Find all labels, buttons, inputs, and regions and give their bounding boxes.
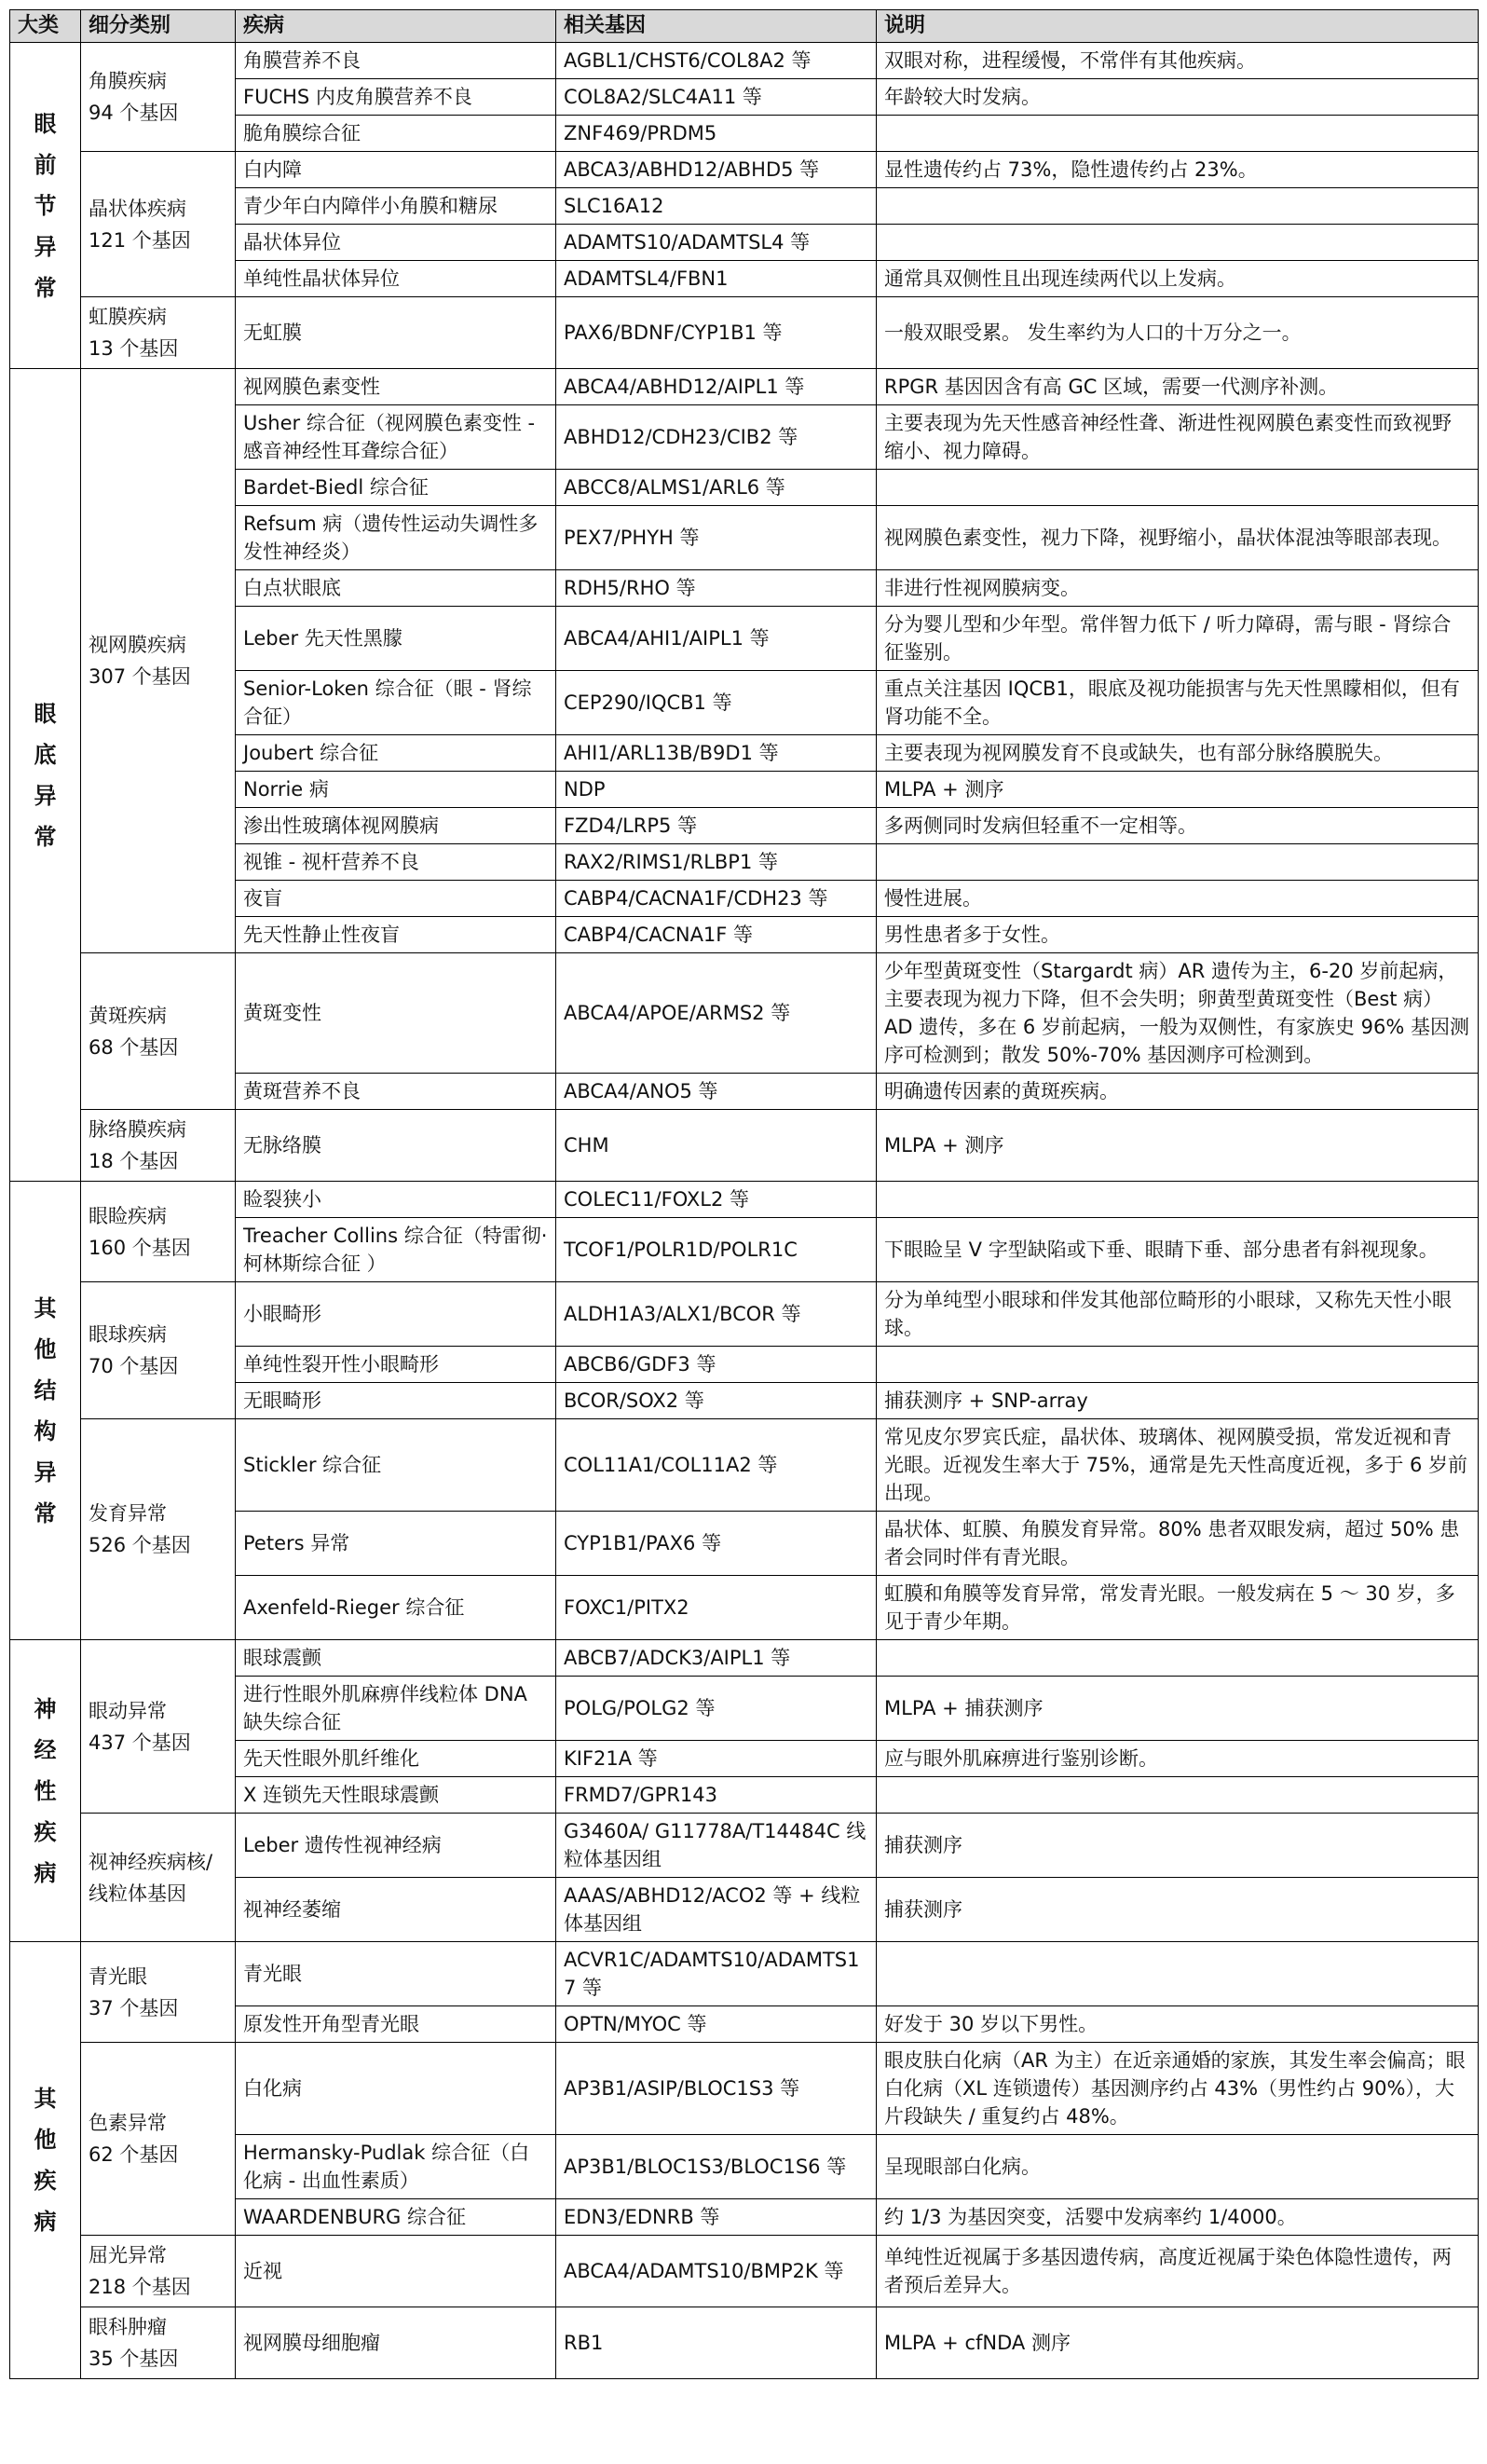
note-cell: 通常具双侧性且出现连续两代以上发病。 [877, 261, 1479, 297]
note-cell: 多两侧同时发病但轻重不一定相等。 [877, 808, 1479, 844]
subcategory-name: 发育异常 [89, 1502, 167, 1525]
disease-cell: Usher 综合征（视网膜色素变性 - 感音神经性耳聋综合征） [236, 405, 556, 470]
note-cell: MLPA + 测序 [877, 1110, 1479, 1182]
note-cell [877, 1347, 1479, 1383]
disease-cell: Leber 先天性黑朦 [236, 607, 556, 671]
disease-cell: 角膜营养不良 [236, 43, 556, 79]
disease-cell: 进行性眼外肌麻痹伴线粒体 DNA 缺失综合征 [236, 1677, 556, 1741]
genes-cell: AP3B1/BLOC1S3/BLOC1S6 等 [556, 2135, 877, 2199]
genes-cell: G3460A/ G11778A/T14484C 线粒体基因组 [556, 1814, 877, 1878]
category-cell [10, 43, 81, 369]
genes-cell: FZD4/LRP5 等 [556, 808, 877, 844]
genes-cell: CHM [556, 1110, 877, 1182]
genes-cell: ACVR1C/ADAMTS10/ADAMTS17 等 [556, 1942, 877, 2006]
genes-cell: ABCA4/ADAMTS10/BMP2K 等 [556, 2236, 877, 2307]
note-cell: 下眼睑呈 V 字型缺陷或下垂、眼睛下垂、部分患者有斜视现象。 [877, 1218, 1479, 1282]
subcategory-gene-count: 307 个基因 [89, 665, 191, 688]
genes-cell: ABCB7/ADCK3/AIPL1 等 [556, 1640, 877, 1677]
subcategory-gene-count: 13 个基因 [89, 337, 179, 360]
note-cell: 少年型黄斑变性（Stargardt 病）AR 遗传为主，6-20 岁前起病，主要表现为视力下降，但不会失明；卵黄型黄斑变性（Best 病）AD 遗传，多在 6 岁前起病，一般为双侧性，有家族史 96% 基因测序可检测到；散发 50%-70% 基因测序可检测到。 [877, 953, 1479, 1074]
table-row [10, 953, 1479, 1074]
note-cell: 年龄较大时发病。 [877, 79, 1479, 116]
note-cell: 双眼对称，进程缓慢，不常伴有其他疾病。 [877, 43, 1479, 79]
genes-cell: NDP [556, 772, 877, 808]
category-cell [10, 1942, 81, 2379]
disease-cell: Stickler 综合征 [236, 1419, 556, 1512]
subcategory-cell [81, 1814, 236, 1942]
table-row [10, 1182, 1479, 1218]
subcategory-gene-count: 94 个基因 [89, 102, 179, 124]
category-label: 眼 前 节 异 常 [34, 110, 57, 301]
genes-cell: FOXC1/PITX2 [556, 1576, 877, 1640]
disease-cell: 白化病 [236, 2043, 556, 2135]
disease-cell: Joubert 综合征 [236, 735, 556, 772]
category-cell [10, 369, 81, 1182]
note-cell: 非进行性视网膜病变。 [877, 570, 1479, 607]
disease-cell: 白点状眼底 [236, 570, 556, 607]
note-cell [877, 1182, 1479, 1218]
subcategory-gene-count: 68 个基因 [89, 1035, 179, 1059]
category-label: 眼 底 异 常 [34, 700, 57, 850]
disease-cell: 单纯性晶状体异位 [236, 261, 556, 297]
disease-cell: Refsum 病（遗传性运动失调性多发性神经炎） [236, 506, 556, 570]
table-row [10, 152, 1479, 188]
note-cell: 捕获测序 [877, 1878, 1479, 1942]
category-cell [10, 1182, 81, 1640]
disease-cell: 视锥 - 视杆营养不良 [236, 844, 556, 881]
genes-cell: AHI1/ARL13B/B9D1 等 [556, 735, 877, 772]
genes-cell: AAAS/ABHD12/ACO2 等 + 线粒体基因组 [556, 1878, 877, 1942]
header-subcategory: 细分类别 [81, 10, 236, 43]
subcategory-gene-count: 18 个基因 [89, 1150, 179, 1172]
subcategory-cell [81, 1942, 236, 2043]
category-label: 其 他 疾 病 [34, 2086, 57, 2235]
genes-cell: RB1 [556, 2307, 877, 2379]
subcategory-gene-count: 526 个基因 [89, 1534, 191, 1556]
disease-cell: Leber 遗传性视神经病 [236, 1814, 556, 1878]
genes-cell: EDN3/EDNRB 等 [556, 2199, 877, 2236]
genes-cell: ZNF469/PRDM5 [556, 116, 877, 152]
note-cell: MLPA + cfNDA 测序 [877, 2307, 1479, 2379]
table-row [10, 369, 1479, 405]
subcategory-cell [81, 2043, 236, 2236]
genes-cell: FRMD7/GPR143 [556, 1777, 877, 1814]
genes-cell: PEX7/PHYH 等 [556, 506, 877, 570]
category-cell [10, 1640, 81, 1942]
subcategory-gene-count: 70 个基因 [89, 1355, 179, 1377]
disease-cell: 先天性静止性夜盲 [236, 917, 556, 953]
genes-cell: ABCA4/APOE/ARMS2 等 [556, 953, 877, 1074]
subcategory-cell [81, 369, 236, 953]
note-cell: 视网膜色素变性，视力下降，视野缩小，晶状体混浊等眼部表现。 [877, 506, 1479, 570]
genes-cell: COLEC11/FOXL2 等 [556, 1182, 877, 1218]
subcategory-cell [81, 953, 236, 1110]
table-row [10, 1640, 1479, 1677]
subcategory-name: 眼睑疾病 [89, 1204, 167, 1227]
disease-cell: 视神经萎缩 [236, 1878, 556, 1942]
note-cell: 好发于 30 岁以下男性。 [877, 2006, 1479, 2043]
subcategory-name: 青光眼 [89, 1964, 147, 1988]
genes-cell: ABCB6/GDF3 等 [556, 1347, 877, 1383]
disease-cell: 无眼畸形 [236, 1383, 556, 1419]
category-label: 其 他 结 构 异 常 [34, 1294, 57, 1526]
disease-cell: 先天性眼外肌纤维化 [236, 1741, 556, 1777]
subcategory-name: 眼动异常 [89, 1699, 167, 1722]
genes-cell: ABCA4/ANO5 等 [556, 1074, 877, 1110]
subcategory-cell [81, 1282, 236, 1419]
subcategory-gene-count: 37 个基因 [89, 1996, 179, 2019]
disease-cell: Bardet-Biedl 综合征 [236, 470, 556, 506]
subcategory-name: 晶状体疾病 [89, 197, 186, 220]
genes-cell: POLG/POLG2 等 [556, 1677, 877, 1741]
subcategory-name: 屈光异常 [89, 2244, 167, 2266]
table-row [10, 1419, 1479, 1512]
disease-cell: 渗出性玻璃体视网膜病 [236, 808, 556, 844]
subcategory-gene-count: 218 个基因 [89, 2276, 191, 2298]
genes-cell: ADAMTSL4/FBN1 [556, 261, 877, 297]
note-cell: RPGR 基因因含有高 GC 区域，需要一代测序补测。 [877, 369, 1479, 405]
header-row [10, 10, 1479, 43]
disease-cell: Treacher Collins 综合征（特雷彻·柯林斯综合征 ） [236, 1218, 556, 1282]
note-cell [877, 225, 1479, 261]
note-cell [877, 188, 1479, 225]
disease-cell: 脆角膜综合征 [236, 116, 556, 152]
note-cell: 应与眼外肌麻痹进行鉴别诊断。 [877, 1741, 1479, 1777]
note-cell: 晶状体、虹膜、角膜发育异常。80% 患者双眼发病，超过 50% 患者会同时伴有青光眼。 [877, 1512, 1479, 1576]
gene-disease-table [9, 9, 1479, 2379]
table-row [10, 43, 1479, 79]
disease-cell: 黄斑变性 [236, 953, 556, 1074]
genes-cell: SLC16A12 [556, 188, 877, 225]
disease-cell: 近视 [236, 2236, 556, 2307]
disease-cell: Peters 异常 [236, 1512, 556, 1576]
disease-cell: WAARDENBURG 综合征 [236, 2199, 556, 2236]
disease-cell: Norrie 病 [236, 772, 556, 808]
subcategory-cell [81, 1110, 236, 1182]
genes-cell: ABCC8/ALMS1/ARL6 等 [556, 470, 877, 506]
genes-cell: ADAMTS10/ADAMTSL4 等 [556, 225, 877, 261]
note-cell: 眼皮肤白化病（AR 为主）在近亲通婚的家族，其发生率会偏高；眼白化病（XL 连锁遗传）基因测序约占 43%（男性约占 90%），大片段缺失 / 重复约占 48%。 [877, 2043, 1479, 2135]
subcategory-cell [81, 1419, 236, 1640]
genes-cell: CEP290/IQCB1 等 [556, 671, 877, 735]
genes-cell: ABHD12/CDH23/CIB2 等 [556, 405, 877, 470]
gene-disease-table-container [9, 9, 1478, 2379]
note-cell [877, 1777, 1479, 1814]
table-row [10, 1110, 1479, 1182]
note-cell: MLPA + 测序 [877, 772, 1479, 808]
header-disease: 疾病 [236, 10, 556, 43]
note-cell: 分为单纯型小眼球和伴发其他部位畸形的小眼球，又称先天性小眼球。 [877, 1282, 1479, 1347]
note-cell: 捕获测序 [877, 1814, 1479, 1878]
header-note: 说明 [877, 10, 1479, 43]
disease-cell: 小眼畸形 [236, 1282, 556, 1347]
genes-cell: CABP4/CACNA1F 等 [556, 917, 877, 953]
note-cell [877, 844, 1479, 881]
header-genes: 相关基因 [556, 10, 877, 43]
subcategory-gene-count: 437 个基因 [89, 1731, 191, 1754]
disease-cell: 眼球震颤 [236, 1640, 556, 1677]
genes-cell: CABP4/CACNA1F/CDH23 等 [556, 881, 877, 917]
subcategory-cell [81, 152, 236, 297]
genes-cell: AP3B1/ASIP/BLOC1S3 等 [556, 2043, 877, 2135]
subcategory-gene-count: 121 个基因 [89, 228, 191, 252]
note-cell: 分为婴儿型和少年型。常伴智力低下 / 听力障碍，需与眼 - 肾综合征鉴别。 [877, 607, 1479, 671]
header-category: 大类 [10, 10, 81, 43]
disease-cell: 晶状体异位 [236, 225, 556, 261]
disease-cell: 夜盲 [236, 881, 556, 917]
disease-cell: FUCHS 内皮角膜营养不良 [236, 79, 556, 116]
genes-cell: PAX6/BDNF/CYP1B1 等 [556, 297, 877, 369]
disease-cell: 黄斑营养不良 [236, 1074, 556, 1110]
note-cell: 单纯性近视属于多基因遗传病，高度近视属于染色体隐性遗传，两者预后差异大。 [877, 2236, 1479, 2307]
disease-cell: 青少年白内障伴小角膜和糖尿 [236, 188, 556, 225]
note-cell: MLPA + 捕获测序 [877, 1677, 1479, 1741]
note-cell: 明确遗传因素的黄斑疾病。 [877, 1074, 1479, 1110]
table-row [10, 297, 1479, 369]
genes-cell: ABCA4/ABHD12/AIPL1 等 [556, 369, 877, 405]
genes-cell: CYP1B1/PAX6 等 [556, 1512, 877, 1576]
note-cell: 约 1/3 为基因突变，活婴中发病率约 1/4000。 [877, 2199, 1479, 2236]
table-row [10, 2236, 1479, 2307]
note-cell: 常见皮尔罗宾氏症，晶状体、玻璃体、视网膜受损，常发近视和青光眼。近视发生率大于 75%，通常是先天性高度近视，多于 6 岁前出现。 [877, 1419, 1479, 1512]
disease-cell: 视网膜色素变性 [236, 369, 556, 405]
genes-cell: RAX2/RIMS1/RLBP1 等 [556, 844, 877, 881]
note-cell: 捕获测序 + SNP-array [877, 1383, 1479, 1419]
subcategory-name: 脉络膜疾病 [89, 1118, 186, 1141]
note-cell [877, 116, 1479, 152]
disease-cell: 视网膜母细胞瘤 [236, 2307, 556, 2379]
genes-cell: COL11A1/COL11A2 等 [556, 1419, 877, 1512]
subcategory-name: 虹膜疾病 [89, 306, 167, 328]
subcategory-gene-count: 160 个基因 [89, 1236, 191, 1259]
genes-cell: AGBL1/CHST6/COL8A2 等 [556, 43, 877, 79]
table-row [10, 2307, 1479, 2379]
note-cell: 呈现眼部白化病。 [877, 2135, 1479, 2199]
disease-cell: 无虹膜 [236, 297, 556, 369]
genes-cell: TCOF1/POLR1D/POLR1C [556, 1218, 877, 1282]
genes-cell: RDH5/RHO 等 [556, 570, 877, 607]
table-row [10, 2043, 1479, 2135]
note-cell [877, 470, 1479, 506]
subcategory-cell [81, 2307, 236, 2379]
subcategory-name: 角膜疾病 [89, 70, 167, 92]
genes-cell: ALDH1A3/ALX1/BCOR 等 [556, 1282, 877, 1347]
disease-cell: Axenfeld-Rieger 综合征 [236, 1576, 556, 1640]
subcategory-gene-count: 35 个基因 [89, 2348, 179, 2370]
disease-cell: 无脉络膜 [236, 1110, 556, 1182]
subcategory-cell [81, 297, 236, 369]
subcategory-cell [81, 43, 236, 152]
note-cell: 慢性进展。 [877, 881, 1479, 917]
subcategory-name: 黄斑疾病 [89, 1004, 167, 1027]
disease-cell: 白内障 [236, 152, 556, 188]
disease-cell: 睑裂狭小 [236, 1182, 556, 1218]
genes-cell: BCOR/SOX2 等 [556, 1383, 877, 1419]
note-cell: 虹膜和角膜等发育异常，常发青光眼。一般发病在 5 ～ 30 岁，多见于青少年期。 [877, 1576, 1479, 1640]
genes-cell: OPTN/MYOC 等 [556, 2006, 877, 2043]
table-body [10, 43, 1479, 2379]
subcategory-cell [81, 2236, 236, 2307]
subcategory-name: 眼科肿瘤 [89, 2316, 167, 2338]
genes-cell: KIF21A 等 [556, 1741, 877, 1777]
genes-cell: ABCA3/ABHD12/ABHD5 等 [556, 152, 877, 188]
table-row [10, 1942, 1479, 2006]
category-label: 神 经 性 疾 病 [34, 1695, 57, 1886]
note-cell: 重点关注基因 IQCB1，眼底及视功能损害与先天性黑矇相似，但有肾功能不全。 [877, 671, 1479, 735]
subcategory-gene-count: 62 个基因 [89, 2143, 179, 2166]
subcategory-name: 视网膜疾病 [89, 634, 186, 656]
note-cell: 主要表现为视网膜发育不良或缺失，也有部分脉络膜脱失。 [877, 735, 1479, 772]
subcategory-name: 眼球疾病 [89, 1323, 167, 1346]
genes-cell: COL8A2/SLC4A11 等 [556, 79, 877, 116]
note-cell [877, 1942, 1479, 2006]
disease-cell: Hermansky-Pudlak 综合征（白化病 - 出血性素质） [236, 2135, 556, 2199]
disease-cell: 单纯性裂开性小眼畸形 [236, 1347, 556, 1383]
note-cell: 显性遗传约占 73%，隐性遗传约占 23%。 [877, 152, 1479, 188]
subcategory-name: 色素异常 [89, 2112, 167, 2134]
note-cell: 一般双眼受累。 发生率约为人口的十万分之一。 [877, 297, 1479, 369]
disease-cell: 原发性开角型青光眼 [236, 2006, 556, 2043]
note-cell [877, 1640, 1479, 1677]
disease-cell: Senior-Loken 综合征（眼 - 肾综合征） [236, 671, 556, 735]
subcategory-name: 视神经疾病核/线粒体基因 [89, 1850, 213, 1905]
note-cell: 男性患者多于女性。 [877, 917, 1479, 953]
genes-cell: ABCA4/AHI1/AIPL1 等 [556, 607, 877, 671]
table-row [10, 1814, 1479, 1878]
subcategory-cell [81, 1640, 236, 1814]
note-cell: 主要表现为先天性感音神经性聋、渐进性视网膜色素变性而致视野缩小、视力障碍。 [877, 405, 1479, 470]
table-row [10, 1282, 1479, 1347]
disease-cell: X 连锁先天性眼球震颤 [236, 1777, 556, 1814]
subcategory-cell [81, 1182, 236, 1282]
disease-cell: 青光眼 [236, 1942, 556, 2006]
